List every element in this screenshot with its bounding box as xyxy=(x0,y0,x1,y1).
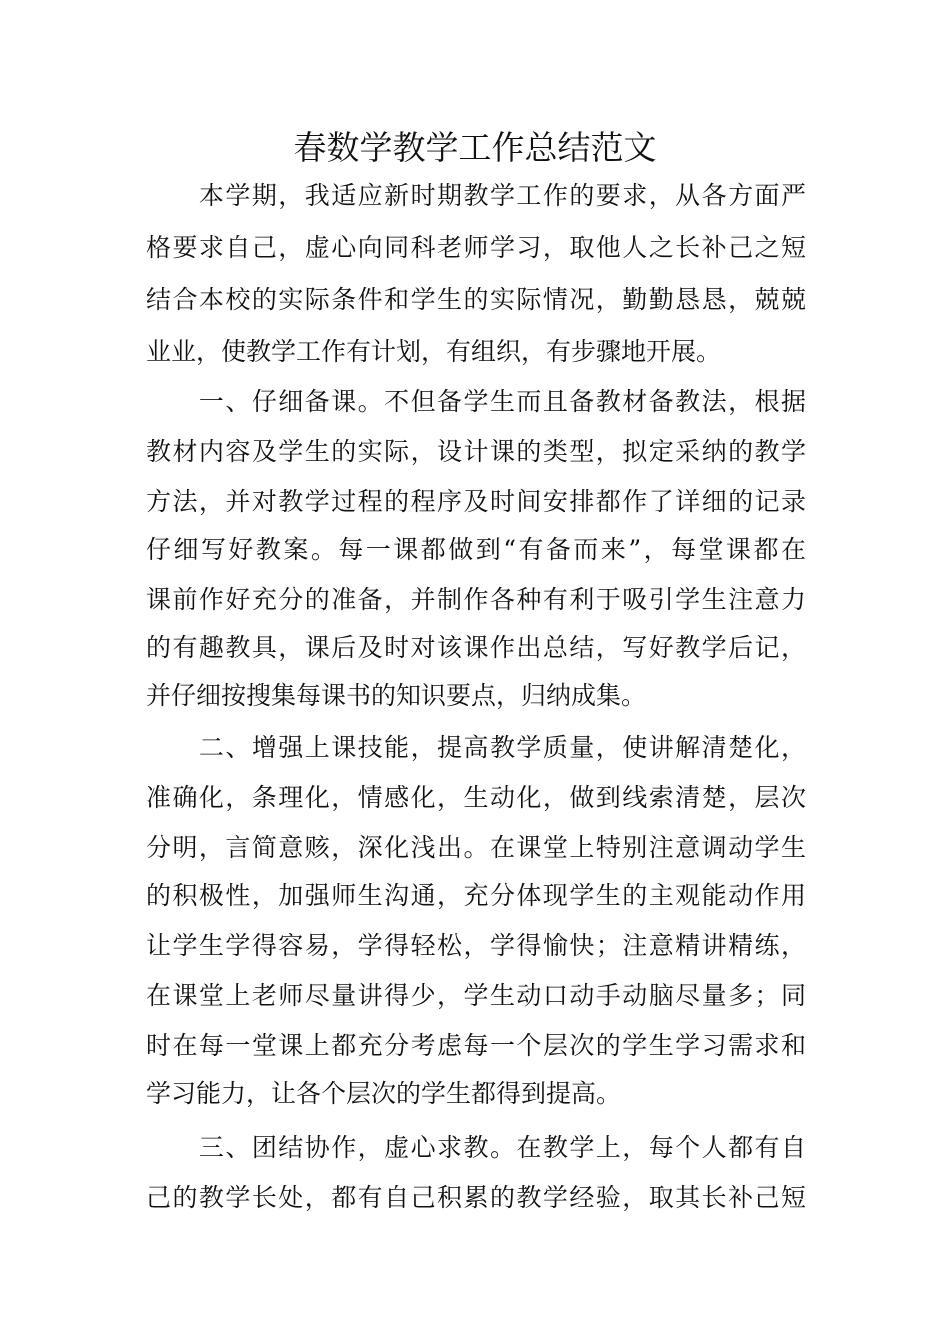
text-line: 一、仔细备课。不但备学生而且备教材备教法，根据 xyxy=(146,387,806,416)
text-line: 三、团结协作，虚心求教。在教学上，每个人都有自 xyxy=(146,1133,806,1162)
text-line: 让学生学得容易，学得轻松，学得愉快；注意精讲精练， xyxy=(146,931,806,960)
text-line: 仔细写好教案。每一课都做到“有备而来”，每堂课都在 xyxy=(146,535,806,564)
text-line: 课前作好充分的准备，并制作各种有利于吸引学生注意力 xyxy=(146,585,806,614)
text-line: 本学期，我适应新时期教学工作的要求，从各方面严 xyxy=(146,181,806,210)
text-line: 己的教学长处，都有自己积累的教学经验，取其长补己短 xyxy=(146,1183,806,1212)
text-line: 业业，使教学工作有计划，有组织，有步骤地开展。 xyxy=(146,337,722,366)
text-line: 时在每一堂课上都充分考虑每一个层次的学生学习需求和 xyxy=(146,1031,806,1060)
text-line: 的有趣教具，课后及时对该课作出总结，写好教学后记， xyxy=(146,633,806,662)
text-line: 准确化，条理化，情感化，生动化，做到线索清楚，层次 xyxy=(146,783,806,812)
text-line: 格要求自己，虚心向同科老师学习，取他人之长补己之短 xyxy=(146,233,806,262)
text-line: 二、增强上课技能，提高教学质量，使讲解清楚化， xyxy=(146,733,806,762)
text-line: 的积极性，加强师生沟通，充分体现学生的主观能动作用 xyxy=(146,881,806,910)
text-line: 结合本校的实际条件和学生的实际情况，勤勤恳恳，兢兢 xyxy=(146,285,806,314)
text-line: 并仔细按搜集每课书的知识要点，归纳成集。 xyxy=(146,681,647,710)
text-line: 教材内容及学生的实际，设计课的类型，拟定采纳的教学 xyxy=(146,437,806,466)
text-line: 学习能力，让各个层次的学生都得到提高。 xyxy=(146,1079,622,1108)
text-line: 分明，言简意赅，深化浅出。在课堂上特别注意调动学生 xyxy=(146,833,806,862)
document-title: 春数学教学工作总结范文 xyxy=(293,128,657,167)
text-line: 方法，并对教学过程的程序及时间安排都作了详细的记录 xyxy=(146,487,806,516)
text-line: 在课堂上老师尽量讲得少，学生动口动手动脑尽量多；同 xyxy=(146,981,806,1010)
